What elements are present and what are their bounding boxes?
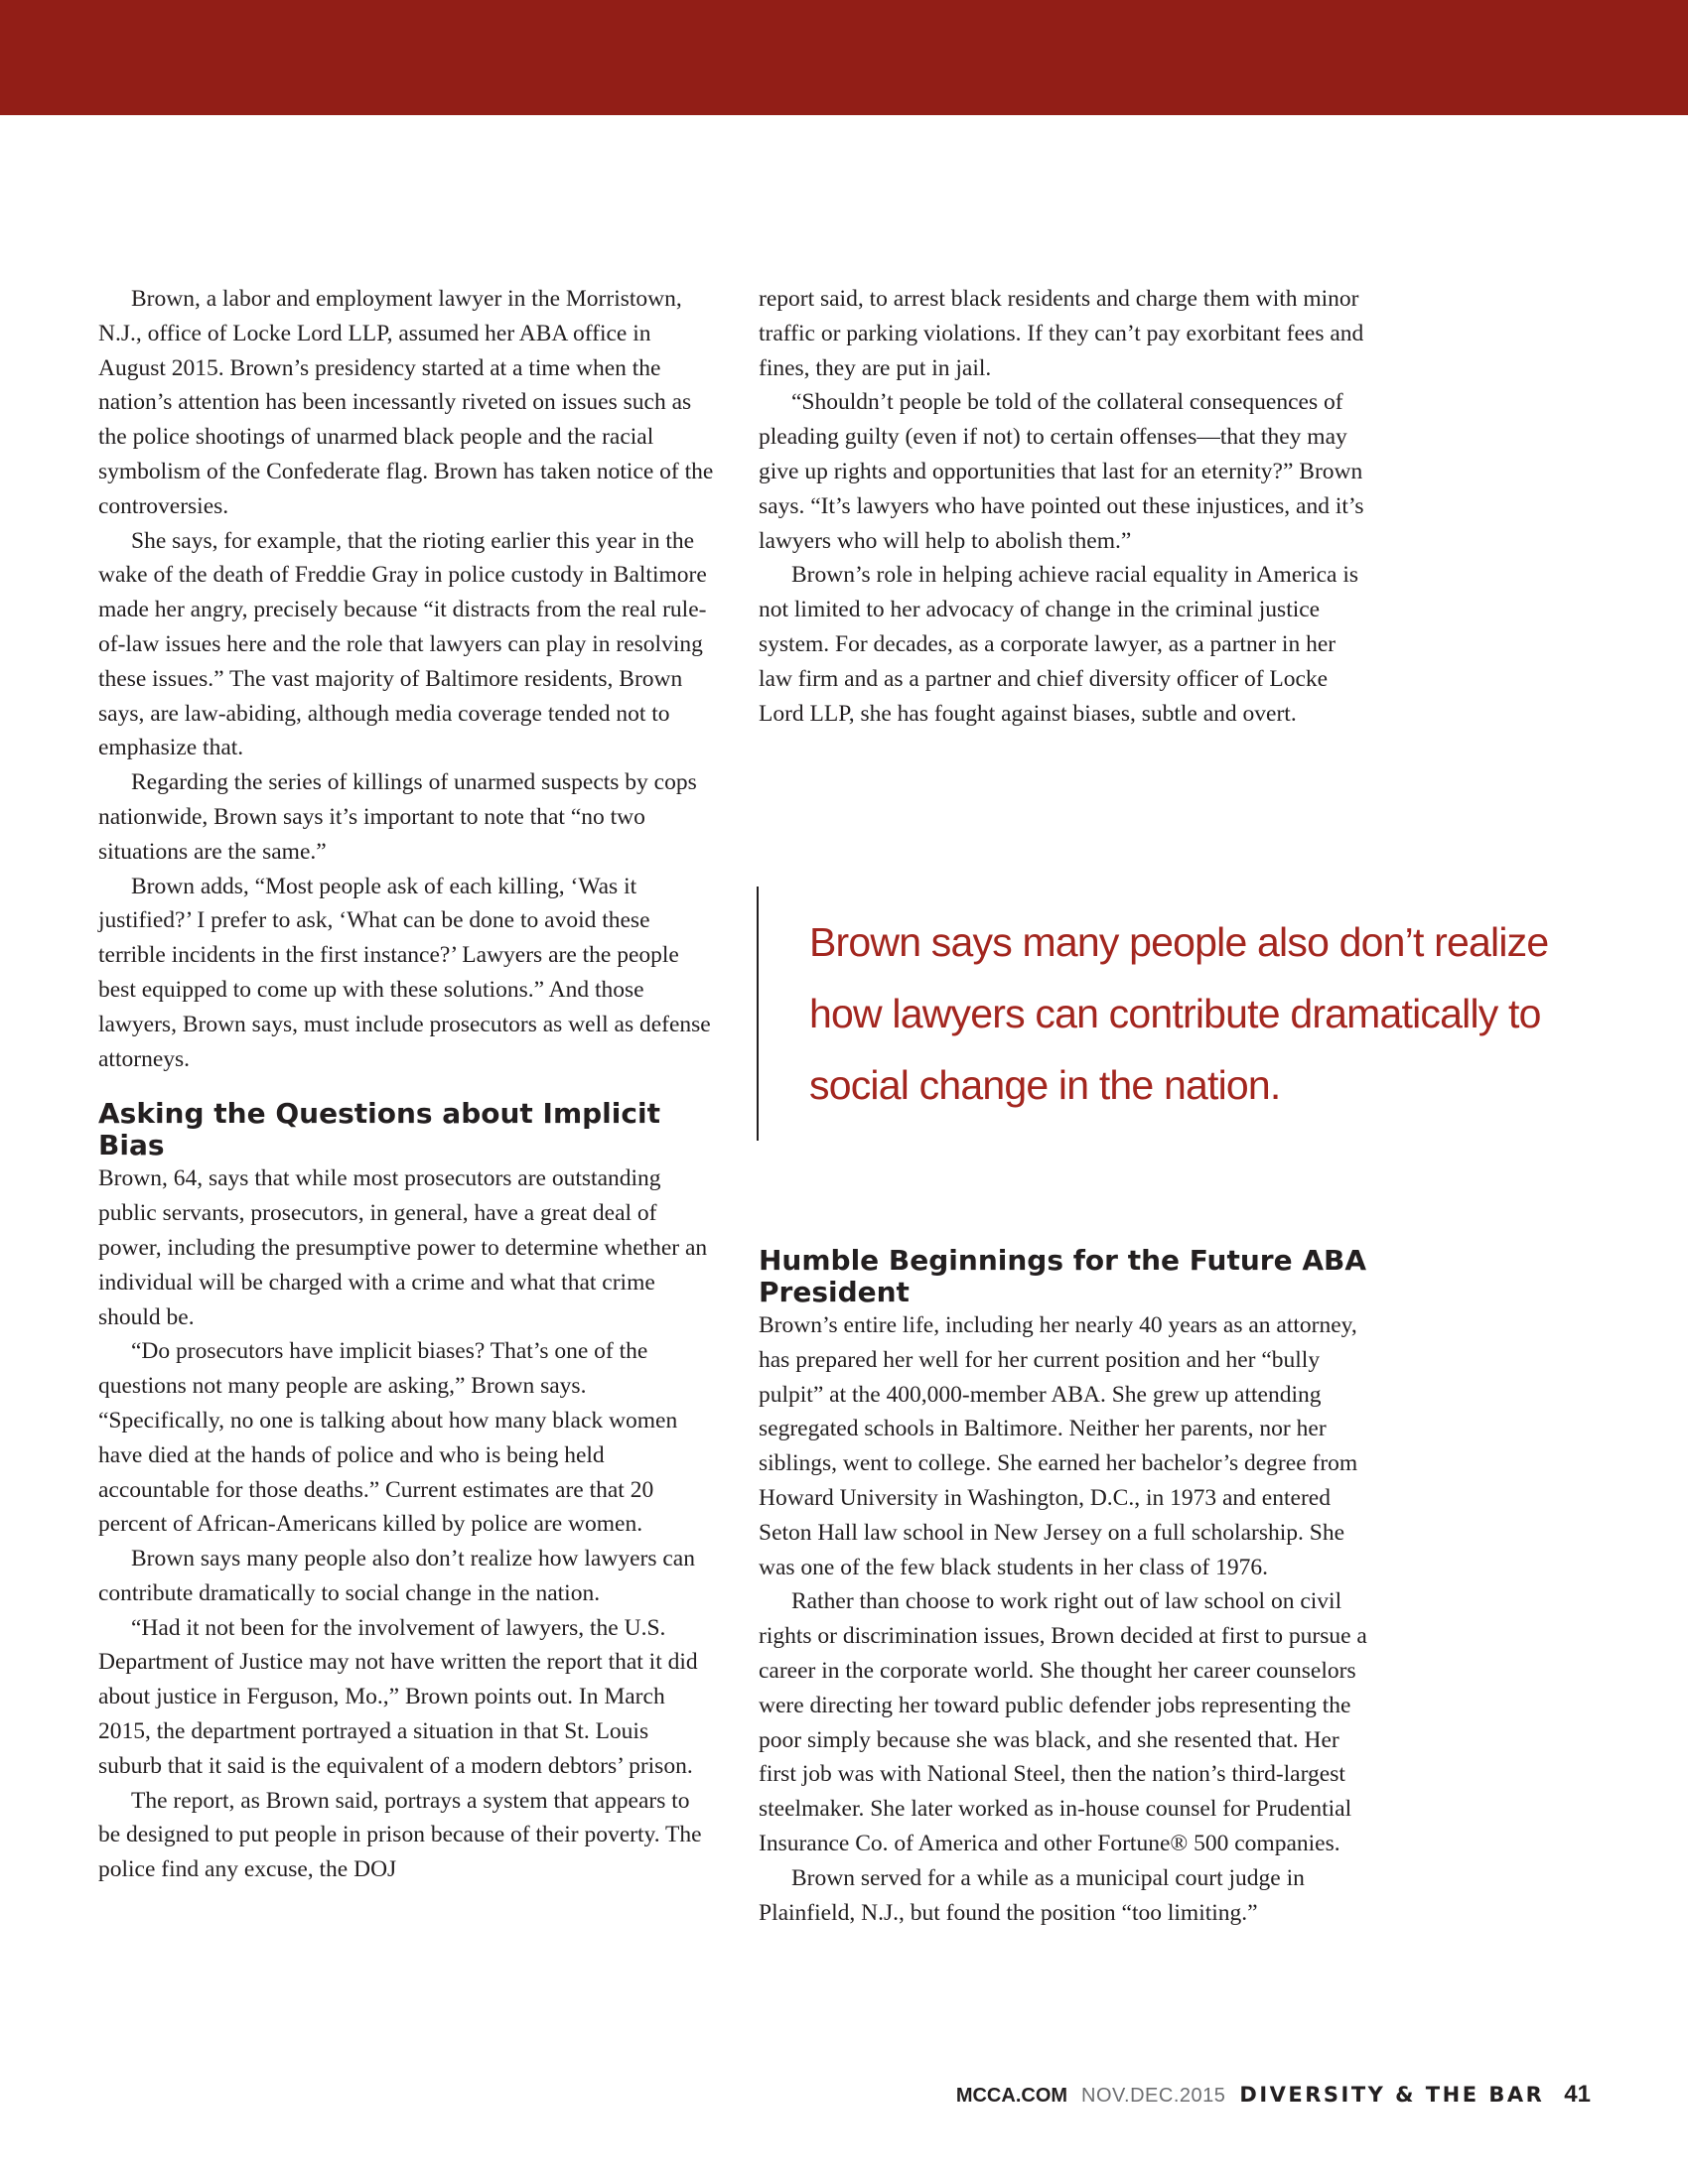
body-paragraph: “Do prosecutors have implicit biases? That’s one of the questions not many people are asking,” Brown says. “Specifically, no one is talking about how many black women have died at the hands of police and who is being held accountable for those deaths.” Current estimates are that 20 percent of African-Americans killed by police are women. — [98, 1338, 678, 1538]
body-paragraph: Rather than choose to work right out of law school on civil rights or discrimination issues, Brown decided at first to pursue a career in the corporate world. She thought her career counselors were directing her toward public defender jobs representing the poor simply because she was black, and she resented that. Her first job was with National Steel, then the nation’s third-largest steelmaker. She later worked as in-house counsel for Prudential Insurance Co. of America and other Fortune® 500 companies. — [759, 1588, 1367, 1856]
body-paragraph: Regarding the series of killings of unarmed suspects by cops nationwide, Brown says it’s important to note that “no two situations are the same.” — [98, 769, 697, 865]
body-paragraph: “Shouldn’t people be told of the collateral consequences of pleading guilty (even if not) to certain offenses—that they may give up rights and opportunities that last for an eternity?” Brown says. “It’s lawyers who have pointed out these injustices, and it’s lawyers who will help to abolish them.” — [759, 389, 1364, 554]
body-paragraph: Brown’s role in helping achieve racial equality in America is not limited to her advocacy of change in the criminal justice system. For decades, as a corporate lawyer, as a partner in her law firm and as a partner and chief diversity officer of Locke Lord LLP, she has fought against biases, subtle and overt. — [759, 562, 1358, 727]
body-paragraph: Brown says many people also don’t realize how lawyers can contribute dramatically to social change in the nation. — [98, 1546, 695, 1606]
body-paragraph: She says, for example, that the rioting earlier this year in the wake of the death of Freddie Gray in police custody in Baltimore made her angry, precisely because “it distracts from the real rule-of-law issues here and the role that lawyers can play in resolving these issues.” The vast majority of Baltimore residents, Brown says, are law-abiding, although media coverage tended not to emphasize that. — [98, 527, 707, 761]
body-paragraph: The report, as Brown said, portrays a system that appears to be designed to put people in prison because of their poverty. The police find any excuse, the DOJ — [98, 1787, 702, 1883]
header-band — [0, 0, 1688, 115]
page-footer — [956, 2081, 1591, 2115]
body-paragraph: “Had it not been for the involvement of lawyers, the U.S. Department of Justice may not have written the report that it did about justice in Ferguson, Mo.,” Brown points out. In March 2015, the department portrayed a situation in that St. Louis suburb that it said is the equivalent of a modern debtors’ prison. — [98, 1614, 698, 1779]
pull-quote — [757, 887, 1573, 1141]
left-column — [98, 282, 714, 1887]
page-number: 41 — [1564, 2081, 1591, 2108]
pull-quote-text: Brown says many people also don’t realize how lawyers can contribute dramatically to social change in the nation. — [809, 919, 1549, 1108]
body-paragraph: Brown, 64, says that while most prosecutors are outstanding public servants, prosecutors, in general, have a great deal of power, including the presumptive power to determine whether an individual will be charged with a crime and what that crime should be. — [98, 1165, 708, 1330]
body-paragraph: Brown’s entire life, including her nearly 40 years as an attorney, has prepared her well for her current position and her “bully pulpit” at the 400,000-member ABA. She grew up attending segregated schools in Baltimore. Neither her parents, nor her siblings, went to college. She earned her bachelor’s degree from Howard University in Washington, D.C., in 1973 and entered Seton Hall law school in New Jersey on a full scholarship. She was one of the few black students in her class of 1976. — [759, 1312, 1358, 1580]
body-paragraph: Brown served for a while as a municipal court judge in Plainfield, N.J., but found the position “too limiting.” — [759, 1864, 1305, 1926]
body-paragraph: Brown, a labor and employment lawyer in the Morristown, N.J., office of Locke Lord LLP, assumed her ABA office in August 2015. Brown’s presidency started at a time when the nation’s attention has been incessantly riveted on issues such as the police shootings of unarmed black people and the racial symbolism of the Confederate flag. Brown has taken notice of the controversies. — [98, 286, 714, 519]
right-column-upper — [759, 282, 1374, 731]
section-heading-humble-beginnings: Humble Beginnings for the Future ABA President — [759, 1244, 1366, 1308]
footer-site: MCCA.COM — [955, 2085, 1068, 2107]
right-column-lower — [759, 1245, 1374, 1930]
footer-issue-date: NOV.DEC.2015 — [1081, 2085, 1226, 2107]
body-paragraph: Brown adds, “Most people ask of each killing, ‘Was it justified?’ I prefer to ask, ‘What can be done to avoid these terrible incidents in the first instance?’ Lawyers are the people best equipped to come up with these solutions.” And those lawyers, Brown says, must include prosecutors as well as defense attorneys. — [98, 873, 711, 1072]
footer-magazine-title: DIVERSITY & THE BAR — [1239, 2083, 1545, 2107]
section-heading-implicit-bias: Asking the Questions about Implicit Bias — [98, 1097, 660, 1162]
body-paragraph: report said, to arrest black residents and charge them with minor traffic or parking violations. If they can’t pay exorbitant fees and fines, they are put in jail. — [759, 286, 1364, 381]
